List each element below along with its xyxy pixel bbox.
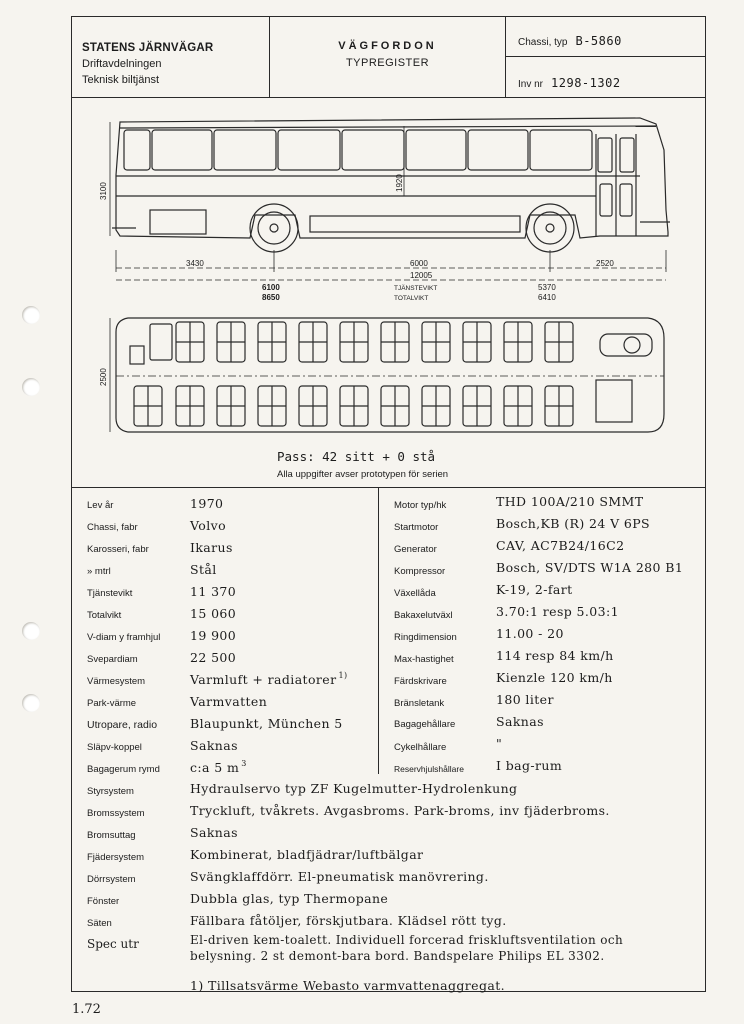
spec-value: Saknas — [190, 825, 238, 840]
spec-value: Dubbla glas, typ Thermopane — [190, 891, 389, 906]
side-view — [110, 118, 670, 280]
spec-label: Reservhjulshållare — [394, 764, 464, 774]
spec-value: Bosch, SV/DTS W1A 280 B1 — [496, 560, 684, 575]
tare-rear: 5370 — [538, 283, 556, 292]
seat-row-bottom — [134, 386, 573, 426]
inv-label: Inv nr — [518, 79, 544, 90]
spec-label: Säten — [87, 918, 112, 929]
spec-value: Fällbara fåtöljer, förskjutbara. Klädsel rött tyg. — [190, 913, 507, 928]
spec-label: Styrsystem — [87, 786, 134, 797]
spec-label: Startmotor — [394, 522, 439, 533]
spec-label: Svepardiam — [87, 654, 138, 665]
spec-label: Lev år — [87, 500, 114, 511]
doc-subtitle: TYPREGISTER — [345, 57, 430, 69]
spec-value: Saknas — [496, 714, 544, 729]
spec-label: Färdskrivare — [394, 676, 447, 687]
seat-row-top — [176, 322, 573, 362]
dim-rear: 2520 — [596, 259, 614, 268]
dim-height: 3100 — [99, 182, 108, 200]
gross-rear: 6410 — [538, 293, 556, 302]
spec-value: Tryckluft, tvåkrets. Avgasbroms. Park-broms, inv fjäderbroms. — [190, 803, 610, 818]
doc-title: VÄGFORDON — [338, 40, 437, 52]
spec-label: Värmesystem — [87, 676, 146, 687]
spec-label: Max-hastighet — [394, 654, 454, 665]
dim-width: 2500 — [99, 368, 108, 386]
spec-value: K-19, 2-fart — [496, 582, 573, 597]
prototype-note: Alla uppgifter avser prototypen för serien — [277, 469, 449, 480]
spec-value: Varmvatten — [190, 694, 268, 709]
spec-value: Svängklaffdörr. El-pneumatisk manövrering. — [190, 869, 489, 884]
spec-value: Bosch,KB (R) 24 V 6PS — [496, 516, 650, 531]
spec-label: Släpv-koppel — [87, 742, 142, 753]
dim-front: 3430 — [186, 259, 204, 268]
spec-value: Saknas — [190, 738, 238, 753]
spec-value: 15 060 — [190, 606, 237, 621]
spec-label: Utropare, radio — [87, 719, 158, 731]
spec-value: THD 100A/210 SMMT — [496, 494, 644, 509]
spec-label: Chassi, fabr — [87, 522, 138, 533]
dim-interior-height: 1920 — [395, 174, 404, 192]
spec-label: » mtrl — [87, 566, 111, 577]
spec-value: 1970 — [190, 496, 224, 511]
spec-value: Ikarus — [190, 540, 233, 555]
spec-label: Bromssystem — [87, 808, 145, 819]
spec-value: 3.70:1 resp 5.03:1 — [496, 604, 619, 619]
chassi-value: B-5860 — [575, 34, 622, 48]
tare-label: TJÄNSTEVIKT — [394, 285, 438, 292]
spec-value: Blaupunkt, München 5 — [190, 716, 343, 731]
spec-label: Växellåda — [394, 588, 436, 599]
spec-value: Hydraulservo typ ZF Kugelmutter-Hydrolenkung — [190, 781, 518, 796]
spec-value: 114 resp 84 km/h — [496, 648, 614, 663]
spec-value: Stål — [190, 562, 217, 577]
spec-value: El-driven kem-toalett. Individuell forcerad friskluftsventilation och — [190, 933, 624, 947]
spec-label: Fjädersystem — [87, 852, 145, 863]
spec-value — [190, 760, 247, 775]
plan-view — [110, 318, 664, 432]
spec-label: Bagagehållare — [394, 719, 456, 730]
department: Driftavdelningen — [82, 58, 162, 70]
spec-value: I bag-rum — [496, 758, 563, 773]
spec-value: 180 liter — [496, 692, 554, 707]
spec-label: Karosseri, fabr — [87, 544, 149, 555]
passenger-capacity: Pass: 42 sitt + 0 stå — [277, 449, 436, 464]
footnote-marker: 1) — [338, 671, 348, 680]
spec-value-text: Varmluft + radiatorer — [190, 672, 337, 687]
spec-label: Dörrsystem — [87, 874, 136, 885]
spec-value: 11 370 — [190, 584, 237, 599]
spec-label: Park-värme — [87, 698, 137, 709]
spec-label: Generator — [394, 544, 437, 555]
spec-label: Bagagerum rymd — [87, 764, 160, 775]
spec-label: Tjänstevikt — [87, 588, 133, 599]
tare-front: 6100 — [262, 283, 280, 292]
spec-label: Fönster — [87, 896, 120, 907]
spec-label: Motor typ/hk — [394, 500, 447, 511]
spec-label: Totalvikt — [87, 610, 122, 621]
inv-value: 1298-1302 — [551, 76, 621, 90]
chassi-label: Chassi, typ — [518, 37, 568, 48]
dim-wheelbase: 6000 — [410, 259, 428, 268]
spec-value: Kienzle 120 km/h — [496, 670, 613, 685]
gross-front: 8650 — [262, 293, 280, 302]
superscript: 3 — [241, 759, 247, 768]
spec-value: Kombinerat, bladfjädrar/luftbälgar — [190, 847, 424, 862]
spec-value-text: c:a 5 m — [190, 760, 240, 775]
spec-value: 11.00 - 20 — [496, 626, 564, 641]
gross-label: TOTALVIKT — [394, 295, 429, 302]
spec-value: 22 500 — [190, 650, 237, 665]
spec-value: " — [496, 736, 503, 751]
spec-value: 19 900 — [190, 628, 237, 643]
service: Teknisk biltjänst — [82, 74, 160, 86]
org-name: STATENS JÄRNVÄGAR — [82, 42, 214, 54]
spec-label: V-diam y framhjul — [87, 632, 161, 643]
spec-label: Kompressor — [394, 566, 446, 577]
dim-total: 12005 — [410, 271, 433, 280]
spec-value — [190, 672, 347, 687]
spec-value-continued: belysning. 2 st demont-bara bord. Bandspelare Philips EL 3302. — [190, 949, 605, 963]
spec-label: Bakaxelutväxl — [394, 610, 453, 621]
spec-value: CAV, AC7B24/16C2 — [496, 538, 625, 553]
spec-label: Bromsuttag — [87, 830, 136, 841]
spec-label: Bränsletank — [394, 698, 445, 709]
spec-label: Cykelhållare — [394, 742, 447, 753]
spec-label: Ringdimension — [394, 632, 457, 643]
page-number: 1.72 — [72, 1002, 101, 1017]
footnote: 1) Tillsatsvärme Webasto varmvattenaggregat. — [190, 978, 505, 993]
spec-label: Spec utr — [87, 937, 139, 951]
spec-value: Volvo — [190, 518, 226, 533]
